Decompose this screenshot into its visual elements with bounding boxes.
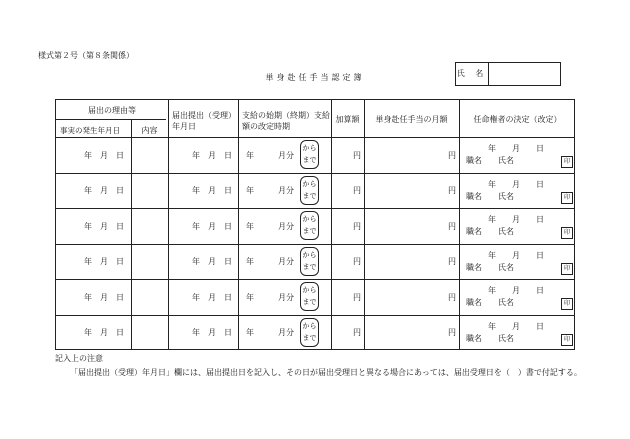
- seal-icon: 印: [561, 263, 573, 275]
- allowance-table: [55, 99, 575, 350]
- period-month-label: 月分: [278, 150, 294, 160]
- page-title: 単身赴任手当認定簿: [265, 73, 365, 82]
- header-content: 内容: [141, 126, 158, 135]
- seal-icon: 印: [561, 298, 573, 310]
- report-date-cell[interactable]: 年 月 日: [192, 186, 232, 196]
- period-year-label: 年: [246, 328, 254, 338]
- decision-position-name[interactable]: 職名 氏名: [466, 191, 514, 201]
- decision-date[interactable]: 年 月 日: [488, 179, 544, 189]
- from-to-brace: から まで: [300, 211, 319, 240]
- header-reason-group: 届出の理由等: [88, 106, 136, 115]
- period-month-label: 月分: [278, 328, 294, 338]
- decision-date[interactable]: 年 月 日: [488, 144, 544, 153]
- name-box: [455, 62, 561, 86]
- monthly-yen: 円: [448, 150, 456, 160]
- period-year-label: 年: [246, 186, 254, 196]
- period-month-label: 月分: [278, 257, 294, 267]
- occurrence-date-cell[interactable]: 年 月 日: [84, 292, 124, 302]
- from-to-brace: から まで: [300, 318, 319, 347]
- header-decision: 任命権者の決定（改定）: [473, 115, 562, 124]
- header-period-change: 支給の始期（終期）支給額の改定時期: [242, 111, 330, 131]
- addition-yen: 円: [353, 221, 361, 231]
- header-report-date: 届出提出（受理）年月日: [172, 111, 236, 131]
- header-monthly-amount: 単身赴任手当の月額: [375, 115, 448, 124]
- decision-date[interactable]: 年 月 日: [488, 250, 544, 260]
- name-value-field[interactable]: [489, 63, 560, 85]
- addition-yen: 円: [353, 186, 361, 196]
- row-divider: [56, 173, 574, 174]
- row-divider: [56, 279, 574, 280]
- row-divider: [56, 244, 574, 245]
- decision-position-name[interactable]: 職名 氏名: [466, 262, 514, 272]
- notes-title: 記入上の注意: [55, 354, 103, 363]
- from-to-brace: から まで: [300, 282, 319, 311]
- occurrence-date-cell[interactable]: 年 月 日: [84, 257, 124, 267]
- report-date-cell[interactable]: 年 月 日: [192, 221, 232, 231]
- header-addition: 加算額: [335, 115, 360, 124]
- row-divider: [56, 208, 574, 209]
- occurrence-date-cell[interactable]: 年 月 日: [84, 186, 124, 196]
- monthly-yen: 円: [448, 292, 456, 302]
- header-divider: [56, 119, 166, 120]
- addition-yen: 円: [353, 292, 361, 302]
- from-to-brace: から まで: [300, 140, 319, 169]
- period-month-label: 月分: [278, 221, 294, 231]
- from-to-brace: から まで: [300, 176, 319, 205]
- row-divider: [56, 315, 574, 316]
- name-label: 氏 名: [456, 63, 489, 85]
- seal-icon: 印: [561, 334, 573, 346]
- decision-date[interactable]: 年 月 日: [488, 321, 544, 331]
- addition-yen: 円: [353, 257, 361, 267]
- monthly-yen: 円: [448, 328, 456, 338]
- header-bottom: [56, 137, 574, 138]
- from-to-brace: から まで: [300, 247, 319, 276]
- decision-date[interactable]: 年 月 日: [488, 215, 544, 224]
- period-year-label: 年: [246, 221, 254, 231]
- addition-yen: 円: [353, 150, 361, 160]
- report-date-cell[interactable]: 年 月 日: [192, 257, 232, 267]
- monthly-yen: 円: [448, 186, 456, 196]
- report-date-cell[interactable]: 年 月 日: [192, 328, 232, 338]
- form-number: 様式第２号（第８条関係）: [38, 51, 134, 60]
- monthly-yen: 円: [448, 221, 456, 231]
- occurrence-date-cell[interactable]: 年 月 日: [84, 150, 124, 160]
- decision-position-name[interactable]: 職名 氏名: [466, 298, 514, 307]
- period-year-label: 年: [246, 150, 254, 160]
- occurrence-date-cell[interactable]: 年 月 日: [84, 221, 124, 231]
- monthly-yen: 円: [448, 257, 456, 267]
- period-month-label: 月分: [278, 186, 294, 196]
- header-occurrence-date: 事実の発生年月日: [60, 126, 120, 135]
- period-year-label: 年: [246, 257, 254, 267]
- addition-yen: 円: [353, 328, 361, 338]
- report-date-cell[interactable]: 年 月 日: [192, 292, 232, 302]
- notes-body: 「届出提出（受理）年月日」欄には、届出提出日を記入し、その日が届出受理日と異なる場合にあっては、届出受理日を（ ）書で付記する。: [70, 368, 582, 377]
- decision-position-name[interactable]: 職名 氏名: [466, 156, 514, 165]
- decision-position-name[interactable]: 職名 氏名: [466, 333, 514, 343]
- occurrence-date-cell[interactable]: 年 月 日: [84, 328, 124, 338]
- seal-icon: 印: [561, 227, 573, 239]
- report-date-cell[interactable]: 年 月 日: [192, 150, 232, 160]
- decision-date[interactable]: 年 月 日: [488, 286, 544, 295]
- seal-icon: 印: [561, 156, 573, 168]
- decision-position-name[interactable]: 職名 氏名: [466, 227, 514, 236]
- period-year-label: 年: [246, 292, 254, 302]
- period-month-label: 月分: [278, 292, 294, 302]
- seal-icon: 印: [561, 192, 573, 204]
